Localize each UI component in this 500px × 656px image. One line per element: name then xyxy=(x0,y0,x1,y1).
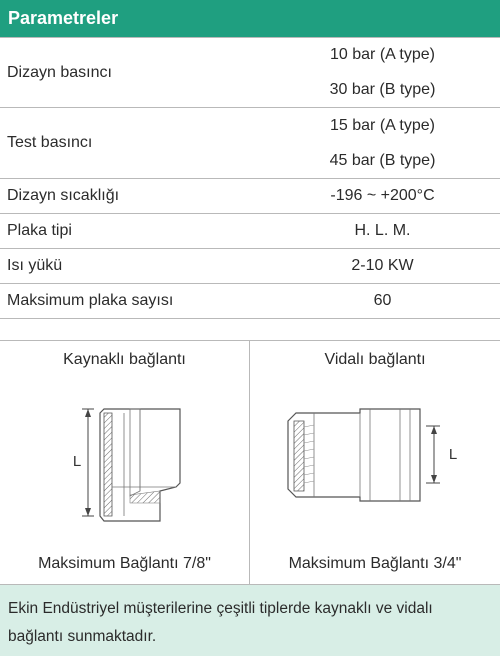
section-header: Parametreler xyxy=(0,0,500,37)
param-value: 2-10 KW xyxy=(351,257,414,274)
param-label: Dizayn basıncı xyxy=(7,63,112,81)
param-value: 10 bar (A type) xyxy=(330,46,435,64)
param-label: Dizayn sıcaklığı xyxy=(7,187,120,204)
param-row-heat-load xyxy=(0,249,500,284)
param-values xyxy=(265,284,500,318)
param-value: 15 bar (A type) xyxy=(330,116,435,134)
param-values xyxy=(265,38,500,107)
param-value: 60 xyxy=(373,292,392,309)
threaded-connection-title: Vidalı bağlantı xyxy=(324,351,426,368)
param-row-test-pressure xyxy=(0,108,500,179)
param-row-design-temperature xyxy=(0,179,500,214)
param-row-max-plates xyxy=(0,284,500,319)
param-row-design-pressure xyxy=(0,37,500,108)
connection-types xyxy=(0,340,500,584)
threaded-connection-drawing-icon xyxy=(250,391,499,541)
threaded-connection-caption: Maksimum Bağlantı 3/4" xyxy=(288,555,462,572)
param-values xyxy=(265,179,500,213)
param-label: Plaka tipi xyxy=(7,222,72,239)
param-values xyxy=(265,108,500,178)
param-label: Isı yükü xyxy=(7,257,63,274)
param-value: 30 bar (B type) xyxy=(329,80,436,98)
dimension-label: L xyxy=(72,453,82,470)
param-label: Test basıncı xyxy=(7,134,93,151)
param-row-plate-type xyxy=(0,214,500,249)
dimension-label: L xyxy=(448,446,458,463)
welded-connection-drawing-icon xyxy=(0,391,249,541)
param-value: 45 bar (B type) xyxy=(329,151,436,169)
param-label: Maksimum plaka sayısı xyxy=(7,292,174,309)
welded-connection-panel xyxy=(0,341,249,584)
welded-connection-title: Kaynaklı bağlantı xyxy=(63,351,186,368)
param-value: -196 ~ +200°C xyxy=(330,187,435,204)
param-values xyxy=(265,214,500,248)
param-values xyxy=(265,249,500,283)
param-value: H. L. M. xyxy=(354,222,411,239)
threaded-connection-panel xyxy=(249,341,500,584)
info-note: Ekin Endüstriyel müşterilerine çeşitli tiplerde kaynaklı ve vidalı bağlantı sunmaktadır. xyxy=(0,584,500,656)
parameters-table xyxy=(0,37,500,319)
welded-connection-caption: Maksimum Bağlantı 7/8" xyxy=(38,555,211,572)
